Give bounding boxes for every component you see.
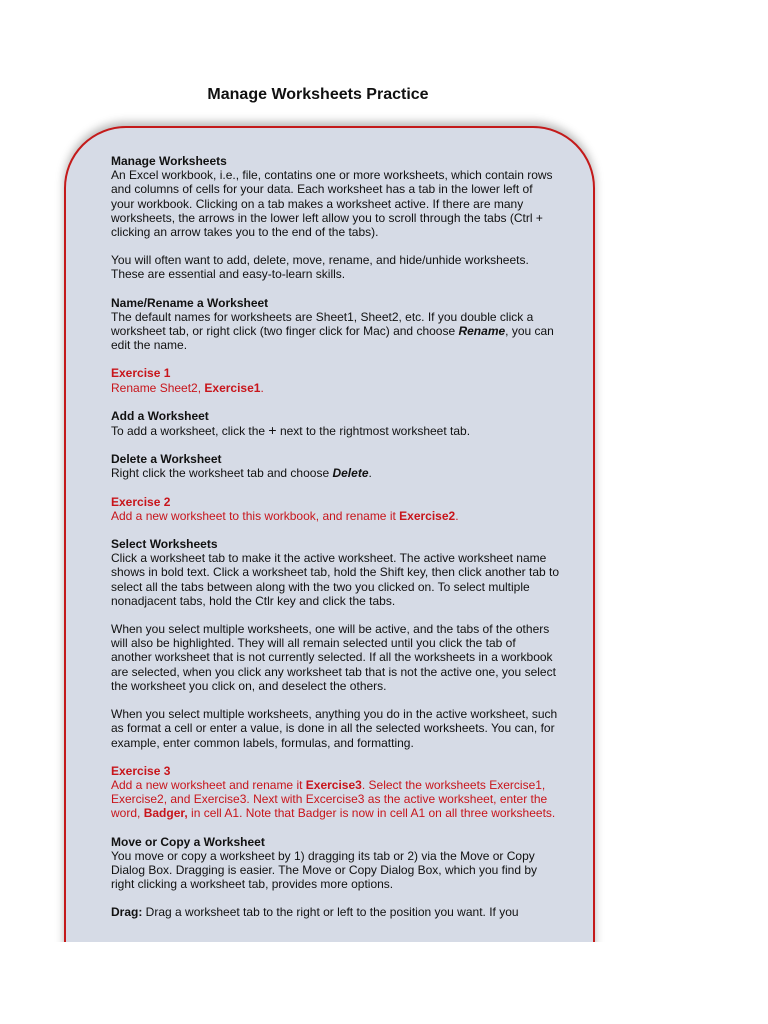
- bold-run: Exercise2: [399, 508, 456, 523]
- section-heading-rename: Name/Rename a Worksheet: [111, 295, 269, 310]
- bold-run: Exercise1: [204, 380, 261, 395]
- paragraph: Click a worksheet tab to make it the active worksheet. The active worksheet name shows in bold text. Click a worksheet tab, hold the Shift key, then click another tab to select all the tabs between along with the two you clicked on. To select multiple nonadjacent tabs, hold the Ctlr key and click the tabs.: [111, 551, 560, 608]
- text-run: . Select the worksheets Exercise1, Exercise2, and Exercise3. Next with Excercise3 as the active worksheet, enter the word,: [111, 777, 548, 821]
- paragraph: When you select multiple worksheets, one will be active, and the tabs of the others will also be highlighted. They will all remain selected until you click the tab of another worksheet that is not currently selected. If all the worksheets in a workbook are selected, when you click any worksheet tab that is not the active one, you select the worksheet you click on, and deselect the others.: [111, 622, 556, 693]
- exercise-text-3: [111, 778, 559, 821]
- page-bottom-margin: [0, 942, 768, 1024]
- text-run: in cell A1. Note that Badger is now in cell A1 on all three worksheets.: [187, 806, 556, 821]
- text-run: Drag a worksheet tab to the right or left to the position you want. If you: [142, 905, 519, 920]
- section-heading-manage: Manage Worksheets: [111, 154, 227, 168]
- emphasis-rename: Rename: [458, 324, 506, 339]
- paragraph: [111, 423, 559, 438]
- plus-icon: +: [268, 422, 277, 439]
- text-run: Add a new worksheet and rename it: [111, 777, 306, 792]
- text-run: To add a worksheet, click the: [111, 424, 269, 439]
- section-heading-select: Select Worksheets: [111, 537, 218, 552]
- paragraph: [111, 905, 559, 919]
- text-run: .: [455, 508, 459, 523]
- exercise-text-2: [111, 509, 559, 523]
- section-heading-delete: Delete a Worksheet: [111, 452, 222, 467]
- paragraph: You will often want to add, delete, move, rename, and hide/unhide worksheets. These are essential and easy-to-learn skills.: [111, 253, 529, 282]
- section-heading-add: Add a Worksheet: [111, 408, 209, 423]
- paragraph: You move or copy a worksheet by 1) dragging its tab or 2) via the Move or Copy Dialog Box. Dragging is easier. The Move or Copy Dialog Box, which you find by right clicking a worksheet tab, provides more options.: [111, 848, 537, 892]
- page-title: Manage Worksheets Practice: [207, 86, 429, 103]
- emphasis-delete: Delete: [332, 466, 369, 481]
- exercise-text-1: [111, 381, 559, 395]
- text-run: .: [368, 466, 372, 481]
- bold-run: Drag:: [111, 905, 143, 920]
- text-run: .: [260, 380, 264, 395]
- bold-run: Badger,: [143, 806, 188, 821]
- section-heading-move: Move or Copy a Worksheet: [111, 834, 265, 849]
- paragraph: When you select multiple worksheets, anything you do in the active worksheet, such as format a cell or enter a value, is done in all the selected worksheets. You can, for example, enter common labels, formulas, and formatting.: [111, 707, 558, 750]
- paragraph: [111, 310, 559, 353]
- text-run: next to the rightmost worksheet tab.: [276, 424, 471, 439]
- content-body: [111, 154, 559, 934]
- exercise-heading-1: Exercise 1: [111, 366, 171, 381]
- exercise-heading-3: Exercise 3: [111, 763, 171, 778]
- bold-run: Exercise3: [305, 777, 362, 792]
- text-run: Right click the worksheet tab and choose: [111, 466, 333, 481]
- paragraph: An Excel workbook, i.e., file, contatins one or more worksheets, which contain rows and columns of cells for your data. Each worksheet has a tab in the lower left of your workbook. Clicking on a tab makes a worksheet active. If there are many worksheets, the arrows in the lower left allow you to scroll through the tabs (Ctrl + clicking an arrow takes you to the end of the tabs).: [111, 168, 553, 240]
- exercise-heading-2: Exercise 2: [111, 494, 171, 509]
- text-run: , you can edit the name.: [111, 324, 554, 353]
- paragraph: [111, 466, 559, 480]
- text-run: Add a new worksheet to this workbook, and rename it: [111, 508, 400, 523]
- text-run: Rename Sheet2,: [111, 380, 205, 395]
- text-run: The default names for worksheets are Sheet1, Sheet2, etc. If you double click a worksheet tab, or right click (two finger click for Mac) and choose: [111, 309, 534, 339]
